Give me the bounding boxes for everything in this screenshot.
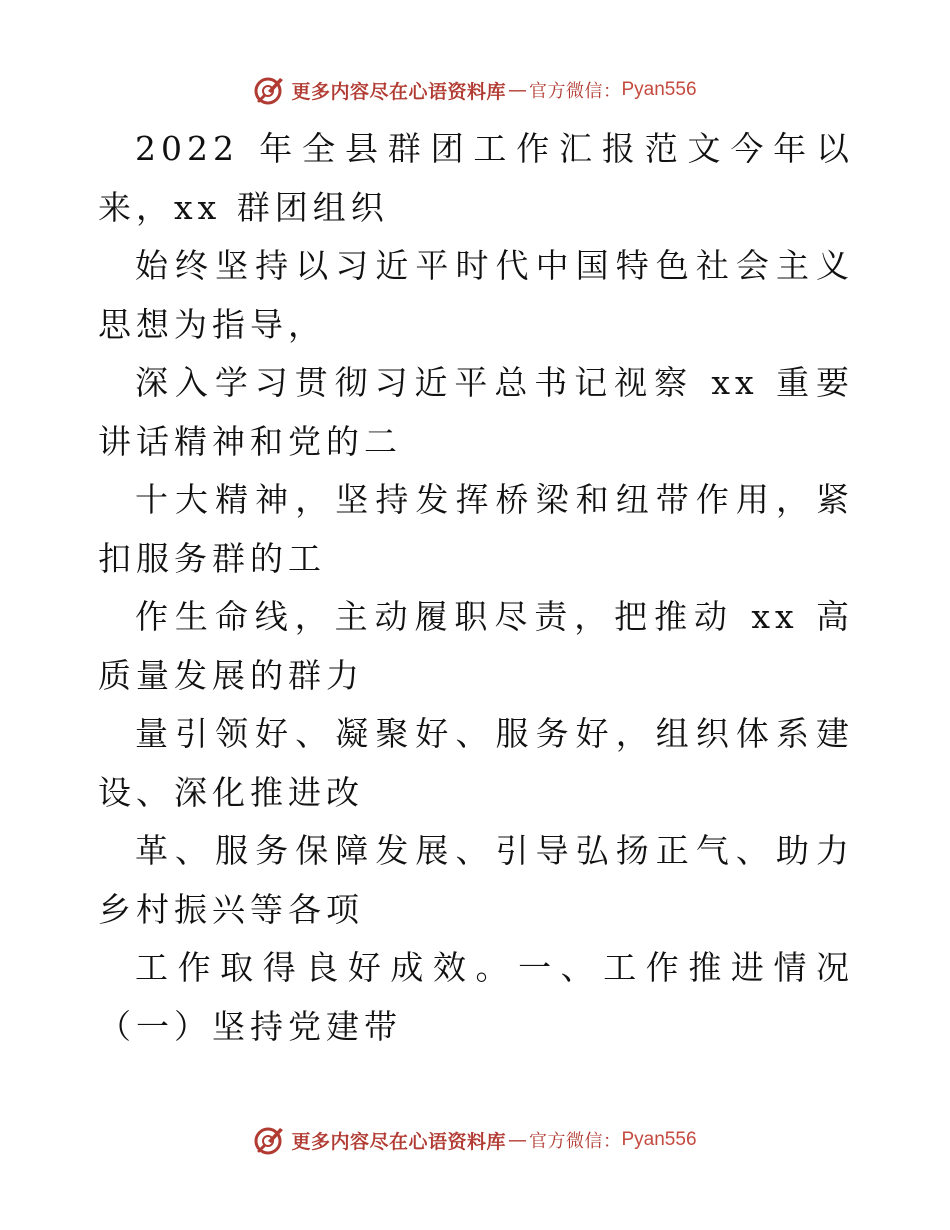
header-watermark <box>0 70 950 110</box>
paragraph: 量引领好、凝聚好、服务好，组织体系建设、深化推进改 <box>98 714 854 812</box>
watermark-wechat-label: 官方微信： <box>529 81 622 102</box>
paragraph: 十大精神，坚持发挥桥梁和纽带作用，紧扣服务群的工 <box>98 480 854 578</box>
quill-logo-icon <box>253 74 285 106</box>
paragraph: 2022 年全县群团工作汇报范文今年以来，xx 群团组织 <box>98 129 854 227</box>
paragraph: 革、服务保障发展、引导弘扬正气、助力乡村振兴等各项 <box>98 831 854 929</box>
watermark-dash: — <box>508 1129 527 1151</box>
watermark-dash: — <box>508 79 527 101</box>
footer-watermark <box>0 1120 950 1160</box>
document-body <box>98 120 854 1056</box>
paragraph: 工作取得良好成效。一、工作推进情况（一）坚持党建带 <box>98 948 854 1046</box>
quill-logo-icon <box>253 1124 285 1156</box>
paragraph: 始终坚持以习近平时代中国特色社会主义思想为指导， <box>98 246 854 344</box>
watermark-wechat-id: Pyan556 <box>621 79 697 100</box>
paragraph: 作生命线，主动履职尽责，把推动 xx 高质量发展的群力 <box>98 597 854 695</box>
watermark-text: 更多内容尽在心语资料库 <box>291 80 506 103</box>
paragraph: 深入学习贯彻习近平总书记视察 xx 重要讲话精神和党的二 <box>98 363 854 461</box>
watermark-text: 更多内容尽在心语资料库 <box>291 1130 506 1153</box>
watermark-wechat-id: Pyan556 <box>621 1129 697 1150</box>
watermark-wechat-label: 官方微信： <box>529 1131 622 1152</box>
